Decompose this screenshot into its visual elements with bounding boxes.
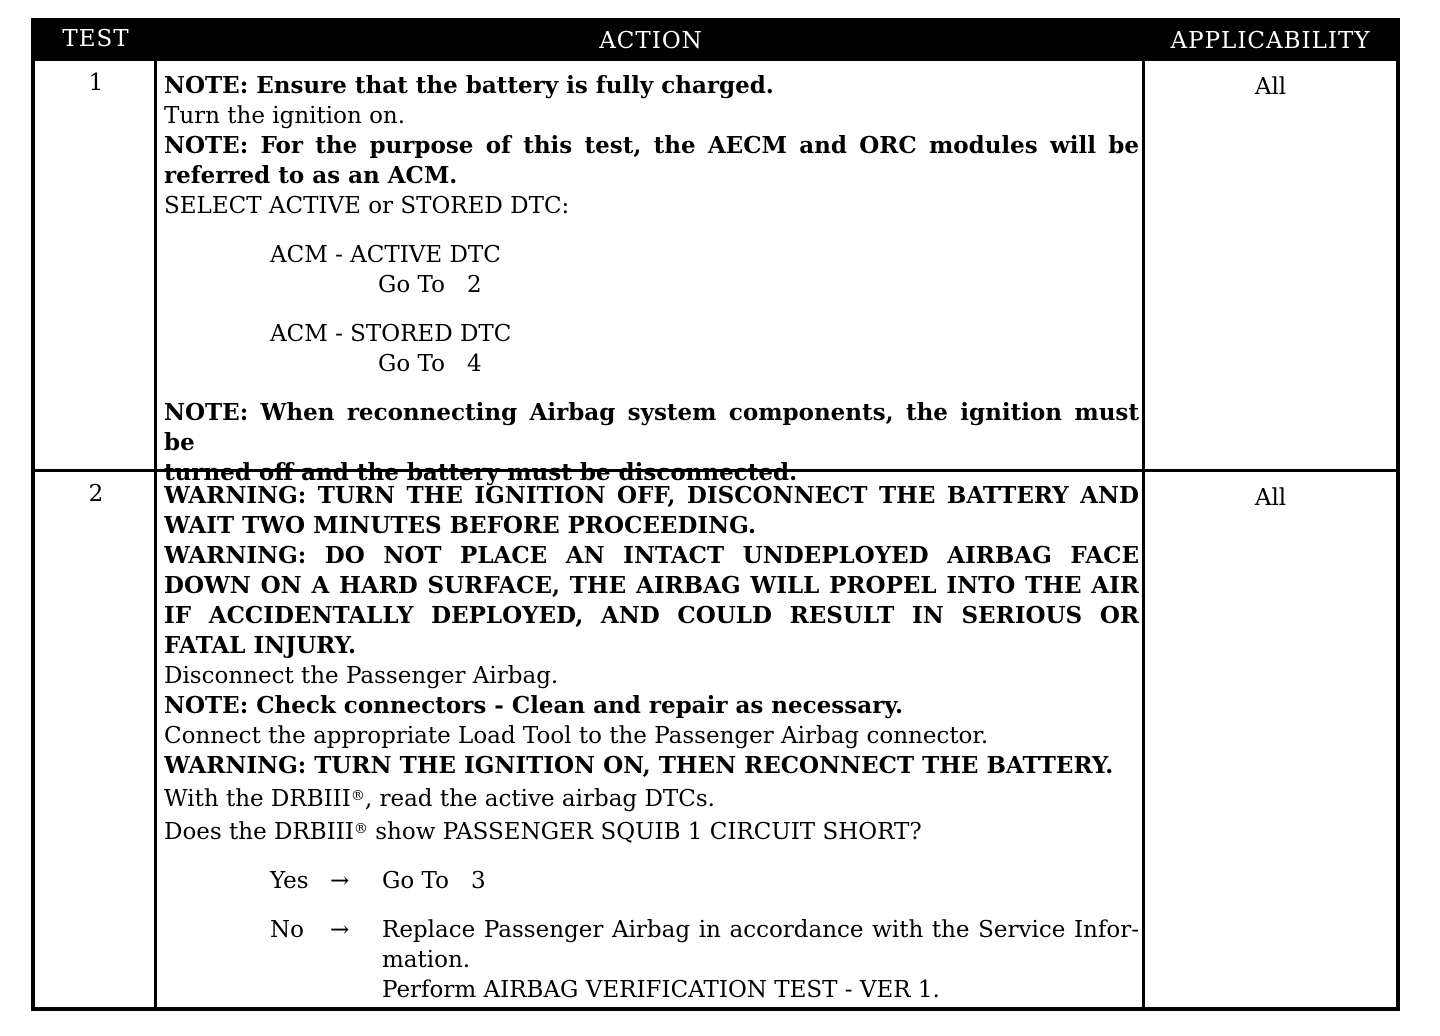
note-text: referred to as an ACM. [164, 162, 458, 189]
option-active-dtc: ACM - ACTIVE DTC [270, 242, 501, 268]
row-2-applicability: All [1254, 485, 1287, 511]
step-text-part: With the DRBIII [164, 786, 351, 812]
registered-mark: ® [350, 788, 365, 804]
note-text: NOTE: Ensure that the battery is fully charged. [164, 72, 774, 99]
choice-yes [164, 866, 1139, 896]
option-stored-dtc: ACM - STORED DTC [270, 321, 512, 347]
warning-text: FATAL INJURY. [164, 632, 357, 659]
header-applicability: APPLICABILITY [1170, 28, 1371, 54]
step-text: Disconnect the Passenger Airbag. [164, 663, 559, 689]
row-2-test-number: 2 [88, 481, 104, 507]
row-1-test-number: 1 [88, 70, 104, 96]
step-text [164, 781, 1139, 814]
warning-text: WARNING: TURN THE IGNITION OFF, DISCONNECT THE BATTERY AND [164, 482, 1139, 509]
goto-label: Go To [382, 868, 449, 894]
table-header [35, 22, 1396, 61]
row-2-action [164, 481, 1139, 1005]
step-text: Turn the ignition on. [164, 103, 406, 129]
goto-number: 4 [466, 351, 482, 377]
question-part: Does the DRBIII [164, 819, 354, 845]
warning-text: DOWN ON A HARD SURFACE, THE AIRBAG WILL PROPEL INTO THE AIR [164, 572, 1139, 599]
column-divider [1142, 61, 1145, 1007]
choice-no-label: No [270, 917, 304, 943]
column-divider [154, 61, 157, 1007]
select-text: SELECT ACTIVE or STORED DTC: [164, 193, 570, 219]
note-text: turned off and the battery must be disconnected. [164, 459, 798, 486]
option-active-goto [164, 270, 1139, 300]
note-text: NOTE: When reconnecting Airbag system components, the ignition must be [164, 399, 1139, 456]
warning-text: WAIT TWO MINUTES BEFORE PROCEEDING. [164, 512, 756, 539]
step-text: Connect the appropriate Load Tool to the Passenger Airbag connector. [164, 723, 989, 749]
choice-no-text: Replace Passenger Airbag in accordance with the Service Infor- [382, 917, 1139, 943]
warning-text: WARNING: TURN THE IGNITION ON, THEN RECONNECT THE BATTERY. [164, 752, 1114, 779]
note-text: NOTE: For the purpose of this test, the AECM and ORC modules will be [164, 132, 1139, 159]
goto-label: Go To [378, 351, 445, 377]
warning-text: WARNING: DO NOT PLACE AN INTACT UNDEPLOYED AIRBAG FACE [164, 542, 1139, 569]
goto-label: Go To [378, 272, 445, 298]
goto-number: 2 [466, 272, 482, 298]
choice-no [164, 915, 1139, 945]
registered-mark: ® [353, 821, 368, 837]
header-test: TEST [62, 26, 130, 52]
choice-no-text: Perform AIRBAG VERIFICATION TEST - VER 1. [382, 977, 940, 1003]
step-text-part: , read the active airbag DTCs. [364, 786, 715, 812]
choice-no-text: mation. [382, 947, 471, 973]
option-stored-goto [164, 349, 1139, 379]
header-action: ACTION [599, 28, 703, 54]
arrow-right-icon: → [330, 917, 350, 943]
goto-number: 3 [470, 868, 486, 894]
question-text [164, 814, 1139, 847]
row-1-action [164, 71, 1139, 488]
question-part: show PASSENGER SQUIB 1 CIRCUIT SHORT? [367, 819, 922, 845]
choice-yes-goto [382, 866, 1139, 896]
choice-yes-label: Yes [270, 868, 309, 894]
note-text: NOTE: Check connectors - Clean and repair as necessary. [164, 692, 903, 719]
row-1-applicability: All [1254, 74, 1287, 100]
diagnostic-table [31, 18, 1400, 1011]
arrow-right-icon: → [330, 868, 350, 894]
warning-text: IF ACCIDENTALLY DEPLOYED, AND COULD RESULT IN SERIOUS OR [164, 602, 1139, 629]
